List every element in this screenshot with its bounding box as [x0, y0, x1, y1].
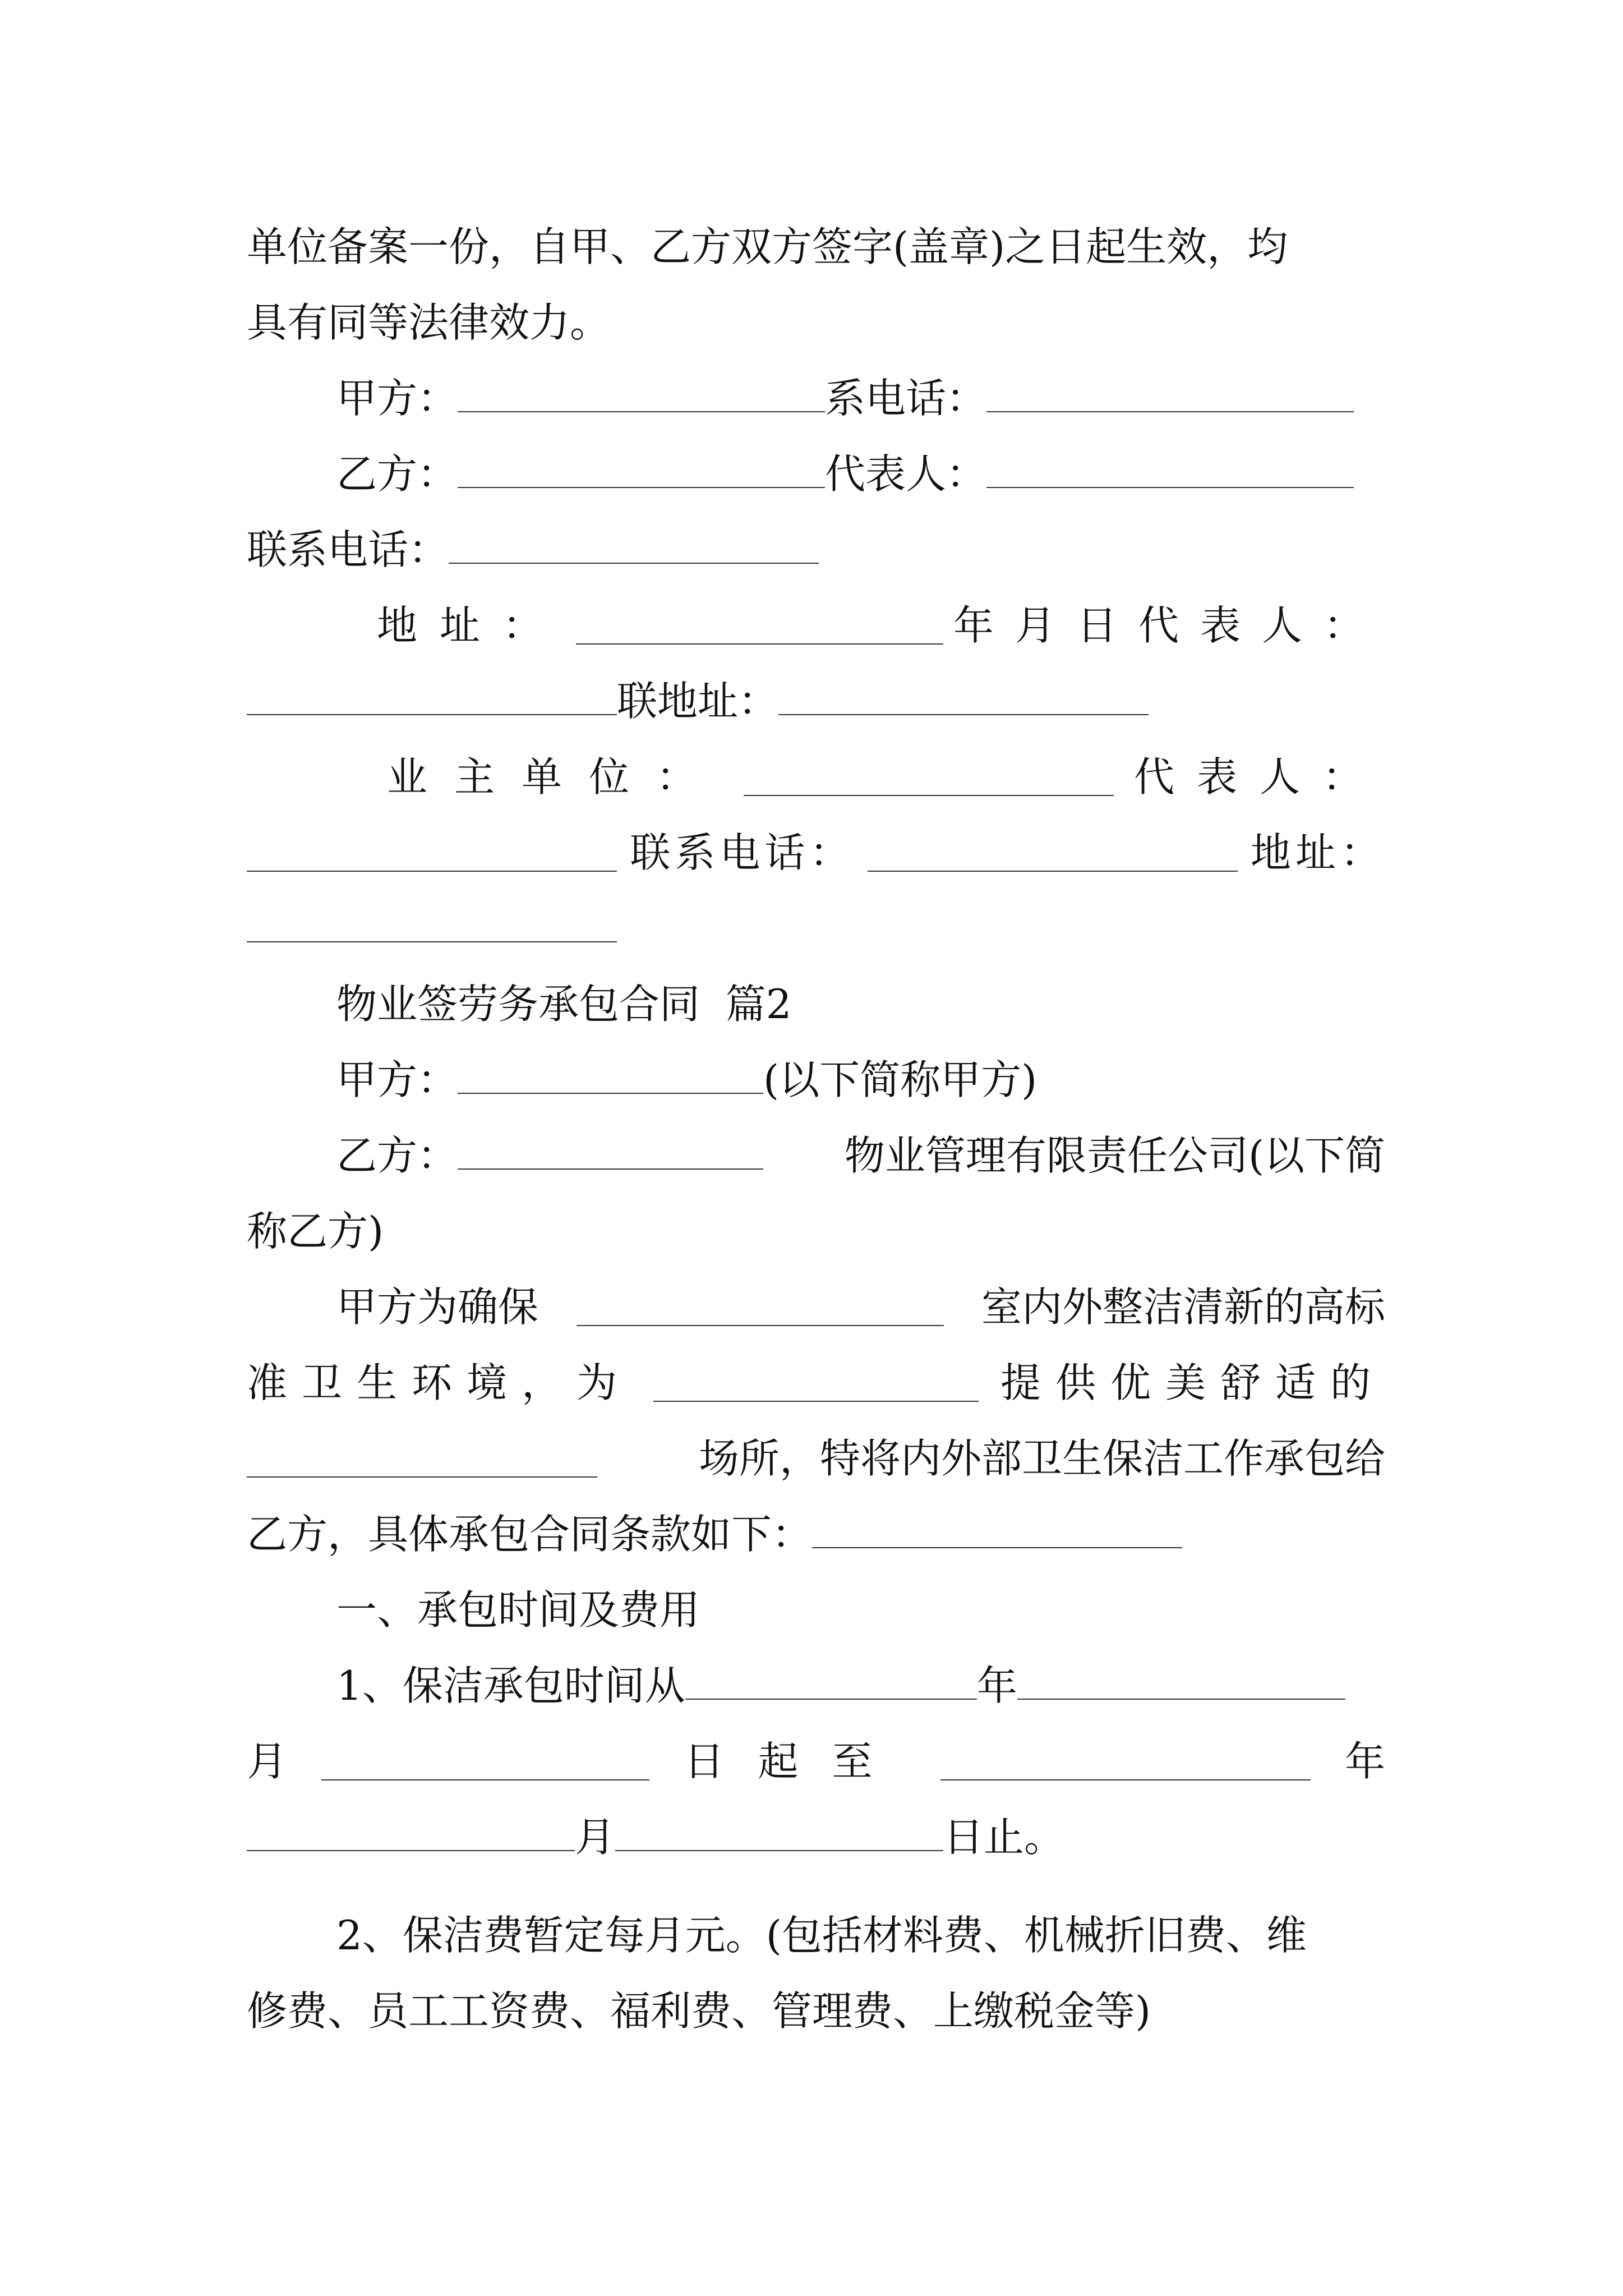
address-label: 地址：: [377, 602, 566, 649]
address-line: [377, 592, 1385, 659]
clause-line: [247, 1501, 1385, 1568]
address-label: 地址：: [1250, 829, 1385, 876]
text-line: [247, 1198, 1385, 1265]
party-b-line: [336, 440, 1385, 508]
address-line-2: [247, 668, 1385, 735]
party-b-label: 乙方：: [336, 1132, 458, 1179]
blank-field[interactable]: [321, 1742, 649, 1780]
blank-field[interactable]: [744, 758, 1114, 796]
clause-line: [336, 1273, 1385, 1341]
blank-field[interactable]: [458, 1131, 763, 1170]
clause-line: [247, 1425, 1385, 1492]
clause-text: 场所，特将内外部卫生保洁工作承包给: [698, 1435, 1385, 1482]
fee-line: [247, 1977, 1385, 2045]
term-text: 日起至: [684, 1738, 906, 1785]
party-a-line: [336, 1046, 1385, 1114]
heading-text: 一、承包时间及费用: [336, 1586, 700, 1634]
text-line: [247, 289, 1385, 356]
section-title-text: 物业签劳务承包合同 篇2: [336, 981, 792, 1028]
fee-text: 修费、员工工资费、福利费、管理费、上缴税金等): [247, 1987, 1151, 2035]
clause-line: [247, 1349, 1385, 1416]
blank-field[interactable]: [940, 1742, 1311, 1780]
phone-label: 系电话：: [825, 375, 987, 422]
blank-field[interactable]: [247, 677, 617, 715]
blank-field[interactable]: [1017, 1662, 1345, 1700]
blank-field[interactable]: [458, 374, 825, 412]
date-representative-label: 年月日代表人：: [953, 602, 1385, 649]
term-line: [247, 1728, 1385, 1795]
blank-field[interactable]: [247, 1439, 597, 1478]
line-text: 具有同等法律效力。: [247, 299, 611, 346]
month-label: 月: [247, 1738, 288, 1785]
blank-line: [247, 895, 1385, 962]
party-a-label: 甲方：: [336, 1056, 458, 1103]
month-label: 月: [575, 1814, 616, 1861]
term-line: [336, 1652, 1385, 1719]
blank-field[interactable]: [247, 1813, 575, 1851]
year-label: 年: [1344, 1738, 1385, 1785]
heading-line: [336, 1576, 1385, 1644]
clause-text: 乙方，具体承包合同条款如下：: [247, 1511, 813, 1558]
term-line: [247, 1803, 1385, 1871]
section-title: [336, 970, 1385, 1038]
blank-field[interactable]: [247, 834, 617, 872]
blank-field[interactable]: [986, 450, 1354, 488]
blank-field[interactable]: [812, 1510, 1182, 1548]
owner-unit-label: 业主单位：: [387, 753, 724, 800]
contact-phone-label: 联系电话：: [630, 829, 855, 876]
owner-contact-line: [247, 819, 1385, 886]
term-text: 日止。: [943, 1814, 1065, 1861]
blank-field[interactable]: [615, 1813, 943, 1851]
party-a-line: [336, 365, 1385, 432]
owner-unit-line: [387, 743, 1385, 811]
blank-field[interactable]: [778, 677, 1149, 715]
line-text: 称乙方): [247, 1208, 384, 1255]
fee-line: [336, 1902, 1385, 1969]
clause-text: 甲方为确保: [336, 1283, 539, 1331]
party-b-label: 乙方：: [336, 450, 458, 498]
fee-text: 2、保洁费暂定每月元。(包括材料费、机械折旧费、维: [336, 1912, 1307, 1959]
contact-phone-label: 联系电话：: [247, 526, 449, 573]
blank-field[interactable]: [685, 1662, 977, 1700]
party-a-note: (以下简称甲方): [763, 1056, 1038, 1103]
line-text: 单位备案一份，自甲、乙方双方签字(盖章)之日起生效，均: [247, 223, 1288, 270]
blank-field[interactable]: [458, 450, 825, 488]
blank-field[interactable]: [653, 1364, 979, 1402]
party-a-label: 甲方：: [336, 375, 458, 422]
representative-label: 代表人：: [825, 450, 987, 498]
blank-field[interactable]: [458, 1056, 763, 1094]
blank-field[interactable]: [577, 1288, 944, 1326]
clause-text: 提供优美舒适的: [1000, 1359, 1385, 1406]
clause-text: 室内外整洁清新的高标: [981, 1283, 1385, 1331]
party-b-line: [336, 1122, 1385, 1189]
representative-label: 代表人：: [1133, 753, 1385, 800]
term-text: 1、保洁承包时间从: [336, 1662, 685, 1709]
clause-text: 准卫生环境，为: [247, 1359, 632, 1406]
blank-field[interactable]: [986, 374, 1354, 412]
blank-field[interactable]: [576, 606, 943, 645]
year-label: 年: [976, 1662, 1017, 1709]
blank-field[interactable]: [868, 834, 1238, 872]
contact-address-label: 联地址：: [617, 678, 779, 725]
party-b-note: 物业管理有限责任公司(以下简: [844, 1132, 1385, 1179]
blank-field[interactable]: [247, 904, 617, 942]
blank-field[interactable]: [449, 526, 819, 564]
text-line: [247, 213, 1385, 280]
contact-phone-line: [247, 516, 1385, 583]
